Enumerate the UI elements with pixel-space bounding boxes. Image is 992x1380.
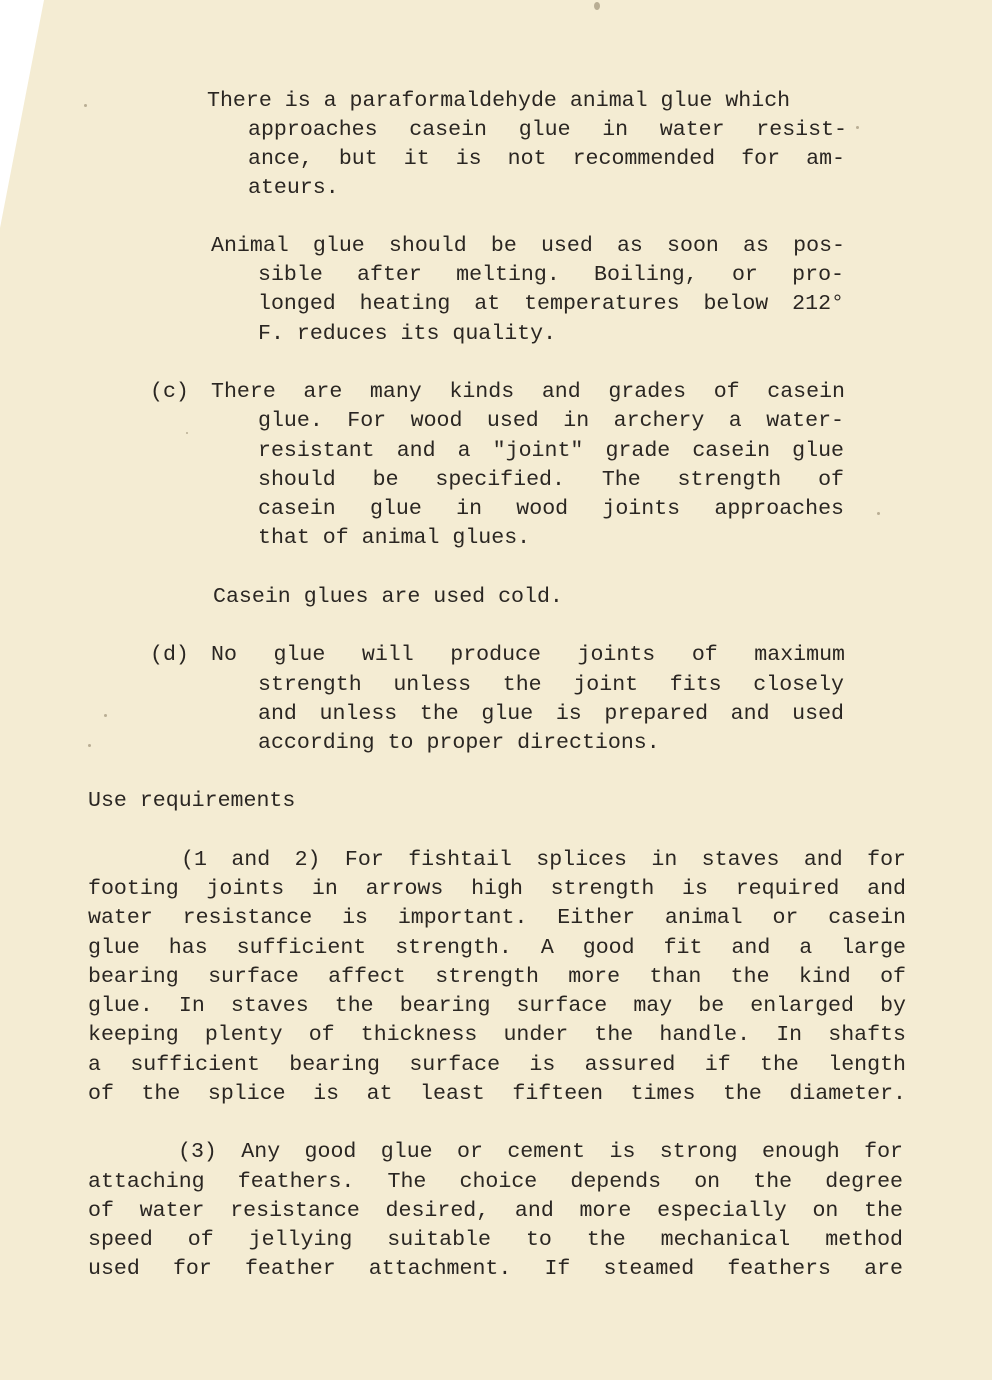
text-line: glue. For wood used in archery a water-	[258, 409, 844, 433]
text-line: Animal glue should be used as soon as pos-	[211, 234, 845, 258]
text-line: sible after melting. Boiling, or pro-	[258, 263, 844, 287]
text-line: approaches casein glue in water resist-	[248, 118, 847, 142]
text-line: longed heating at temperatures below 212°	[258, 292, 844, 316]
text-line: glue has sufficient strength. A good fit and a large	[88, 936, 906, 960]
text-line: (1 and 2) For fishtail splices in staves and for	[181, 848, 906, 872]
text-line: speed of jellying suitable to the mechanical method	[88, 1228, 903, 1252]
text-line: a sufficient bearing surface is assured if the length	[88, 1053, 906, 1077]
text-line: attaching feathers. The choice depends on the degree	[88, 1170, 903, 1194]
text-line: and unless the glue is prepared and used	[258, 702, 844, 726]
text-line: that of animal glues.	[258, 526, 531, 550]
text-line: Casein glues are used cold.	[213, 585, 563, 609]
text-line: footing joints in arrows high strength is required and	[88, 877, 906, 901]
text-line: glue. In staves the bearing surface may be enlarged by	[88, 994, 906, 1018]
text-line: resistant and a "joint" grade casein glue	[258, 439, 844, 463]
text-line: ance, but it is not recommended for am-	[248, 147, 845, 171]
text-line: There are many kinds and grades of casein	[211, 380, 845, 404]
text-line: (3) Any good glue or cement is strong enough for	[178, 1140, 903, 1164]
text-line: There is a paraformaldehyde animal glue which	[207, 89, 791, 113]
text-line: No glue will produce joints of maximum	[211, 643, 845, 667]
text-line: water resistance is important. Either animal or casein	[88, 906, 906, 930]
text-line: should be specified. The strength of	[258, 468, 844, 492]
text-line: casein glue in wood joints approaches	[258, 497, 844, 521]
list-marker-c: (c)	[150, 380, 189, 404]
section-heading: Use requirements	[88, 789, 296, 813]
list-marker-d: (d)	[150, 643, 189, 667]
text-line: keeping plenty of thickness under the handle. In shafts	[88, 1023, 906, 1047]
text-line: strength unless the joint fits closely	[258, 673, 844, 697]
text-line: of water resistance desired, and more especially on the	[88, 1199, 903, 1223]
text-line: used for feather attachment. If steamed feathers are	[88, 1257, 903, 1281]
text-line: bearing surface affect strength more than the kind of	[88, 965, 906, 989]
text-line: of the splice is at least fifteen times the diameter.	[88, 1082, 906, 1106]
text-line: ateurs.	[248, 176, 339, 200]
text-line: F. reduces its quality.	[258, 322, 557, 346]
text-line: according to proper directions.	[258, 731, 660, 755]
